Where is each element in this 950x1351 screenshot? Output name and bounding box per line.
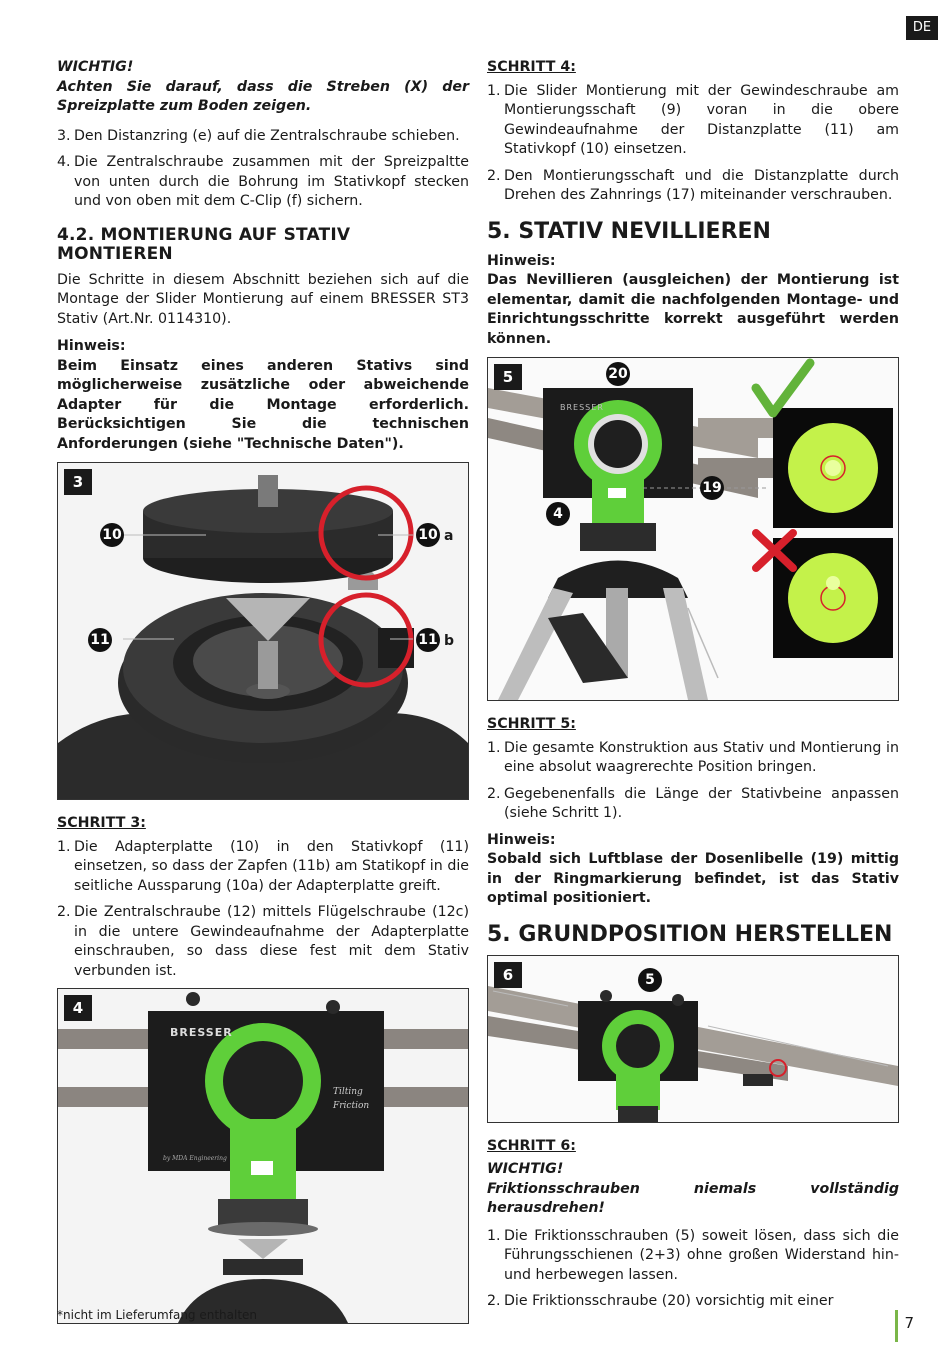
important-text: Friktionsschrauben niemals vollständig herausdrehen! bbox=[487, 1180, 899, 1216]
tilting-label: Tilting bbox=[333, 1087, 363, 1097]
brand-label: BRESSER bbox=[560, 403, 604, 412]
list-item: 2. Gegebenenfalls die Länge der Stativbeine anpassen (siehe Schritt 1). bbox=[487, 785, 899, 821]
step-3-heading: SCHRITT 3: bbox=[57, 815, 146, 831]
callout-10: 10 bbox=[100, 523, 124, 547]
list-item: 1. Die Adapterplatte (10) in den Stativkopf (11) einsetzen, so dass der Zapfen (11b) am Statikopf in die seitliche Aussparung (10a) der Adapterplatte greift. bbox=[57, 838, 469, 894]
callout-5: 5 bbox=[638, 968, 662, 992]
step-6-heading: SCHRITT 6: bbox=[487, 1137, 576, 1154]
callout-4: 4 bbox=[546, 502, 570, 526]
note-text: Sobald sich Luftblase der Dosenlibelle (19) mittig in der Ringmarkierung befindet, ist das Stativ optimal positioniert. bbox=[487, 851, 899, 906]
list-item: 2. Den Montierungsschaft und die Distanzplatte durch Drehen des Zahnrings (17) miteinander verschrauben. bbox=[487, 167, 899, 203]
friction-label: Friction bbox=[333, 1101, 370, 1111]
callout-19: 19 bbox=[700, 476, 724, 500]
figure-6 bbox=[487, 955, 899, 1123]
list-item: 2. Die Zentralschraube (12) mittels Flügelschraube (12c) in die untere Gewindeaufnahme der Adapterplatte einschrauben, so dass diese fest mit dem Stativ verbunden ist. bbox=[57, 904, 469, 979]
callout-11b: 11 bbox=[416, 628, 440, 652]
footnote: *nicht im Lieferumfang enthalten bbox=[57, 1308, 258, 1322]
section-intro: Die Schritte in diesem Abschnitt beziehen sich auf die Montage der Slider Montierung auf einem BRESSER ST3 Stativ (Art.Nr. 0114310). bbox=[57, 271, 469, 327]
list-item: 4. Die Zentralschraube zusammen mit der Spreizpaltte von unten durch die Bohrung im Stativkopf stecken und von oben mit dem C-Clip (f) sichern. bbox=[57, 154, 469, 209]
step-4-heading: SCHRITT 4: bbox=[487, 59, 576, 75]
page-accent-bar bbox=[895, 1310, 898, 1342]
figure-number: 6 bbox=[494, 962, 522, 988]
note-text: Beim Einsatz eines anderen Stativs sind möglicherweise zusätzliche oder abweichende Adapter für die Montage erforderlich. Berücksichtigen Sie die technischen Anforderungen (siehe "Technische Daten"). bbox=[57, 357, 469, 452]
list-item: 2. Die Friktionsschraube (20) vorsichtig mit einer bbox=[487, 1293, 834, 1309]
adapter-plate-illustration bbox=[58, 463, 468, 799]
brand-label: BRESSER bbox=[170, 1026, 233, 1039]
right-column bbox=[487, 58, 899, 1319]
important-title: WICHTIG! bbox=[57, 59, 134, 75]
language-tab: DE bbox=[906, 16, 938, 40]
callout-suffix-b: b bbox=[444, 633, 455, 649]
section-heading-4-2: 4.2. MONTIERUNG AUF STATIV MONTIEREN bbox=[57, 224, 351, 264]
engineering-label: by MDA Engineering bbox=[163, 1155, 227, 1162]
figure-number: 5 bbox=[494, 364, 522, 390]
note-title: Hinweis: bbox=[487, 252, 556, 269]
list-item: 1. Die gesamte Konstruktion aus Stativ und Montierung in eine absolut waagrerechte Position bringen. bbox=[487, 739, 899, 775]
section-6-heading: 5. GRUNDPOSITION HERSTELLEN bbox=[487, 921, 893, 947]
step-6-list bbox=[487, 1227, 899, 1312]
list-item: 3. Den Distanzring (e) auf die Zentralschraube schieben. bbox=[57, 127, 460, 144]
left-column bbox=[57, 58, 469, 1338]
page-number: 7 bbox=[904, 1314, 914, 1332]
callout-20: 20 bbox=[606, 362, 630, 386]
list-item: 1. Die Friktionsschrauben (5) soweit lösen, dass sich die Führungsschienen (2+3) ohne großen Widerstand hin- und herbewegen lassen. bbox=[487, 1227, 899, 1283]
section-5-heading: 5. STATIV NEVILLIEREN bbox=[487, 218, 771, 244]
callout-11: 11 bbox=[88, 628, 112, 652]
step-3-list bbox=[57, 838, 469, 982]
base-position-illustration bbox=[488, 956, 898, 1122]
note-title: Hinweis: bbox=[57, 338, 126, 354]
figure-4 bbox=[57, 988, 469, 1324]
figure-number: 3 bbox=[64, 469, 92, 495]
figure-3 bbox=[57, 462, 469, 800]
callout-suffix-a: a bbox=[444, 528, 454, 544]
step-5-heading: SCHRITT 5: bbox=[487, 716, 576, 732]
slider-mount-illustration bbox=[58, 989, 468, 1323]
important-title: WICHTIG! bbox=[487, 1161, 564, 1177]
callout-10a: 10 bbox=[416, 523, 440, 547]
assembly-steps-list bbox=[57, 127, 469, 212]
step-4-list bbox=[487, 82, 899, 206]
leveling-illustration bbox=[488, 358, 898, 700]
figure-number: 4 bbox=[64, 995, 92, 1021]
step-5-list bbox=[487, 739, 899, 824]
figure-5 bbox=[487, 357, 899, 701]
note-text: Das Nevillieren (ausgleichen) der Montierung ist elementar, damit die nachfolgenden Montage- und Einrichtungsschritte korrekt ausgeführt werden können. bbox=[487, 272, 899, 347]
list-item: 1. Die Slider Montierung mit der Gewindeschraube am Montierungsschaft (9) voran in die obere Gewindeaufnahme der Distanzplatte (11) am Stativkopf (10) einsetzen. bbox=[487, 82, 899, 157]
note-title: Hinweis: bbox=[487, 831, 556, 848]
important-text: Achten Sie darauf, dass die Streben (X) der Spreizplatte zum Boden zeigen. bbox=[57, 78, 469, 114]
